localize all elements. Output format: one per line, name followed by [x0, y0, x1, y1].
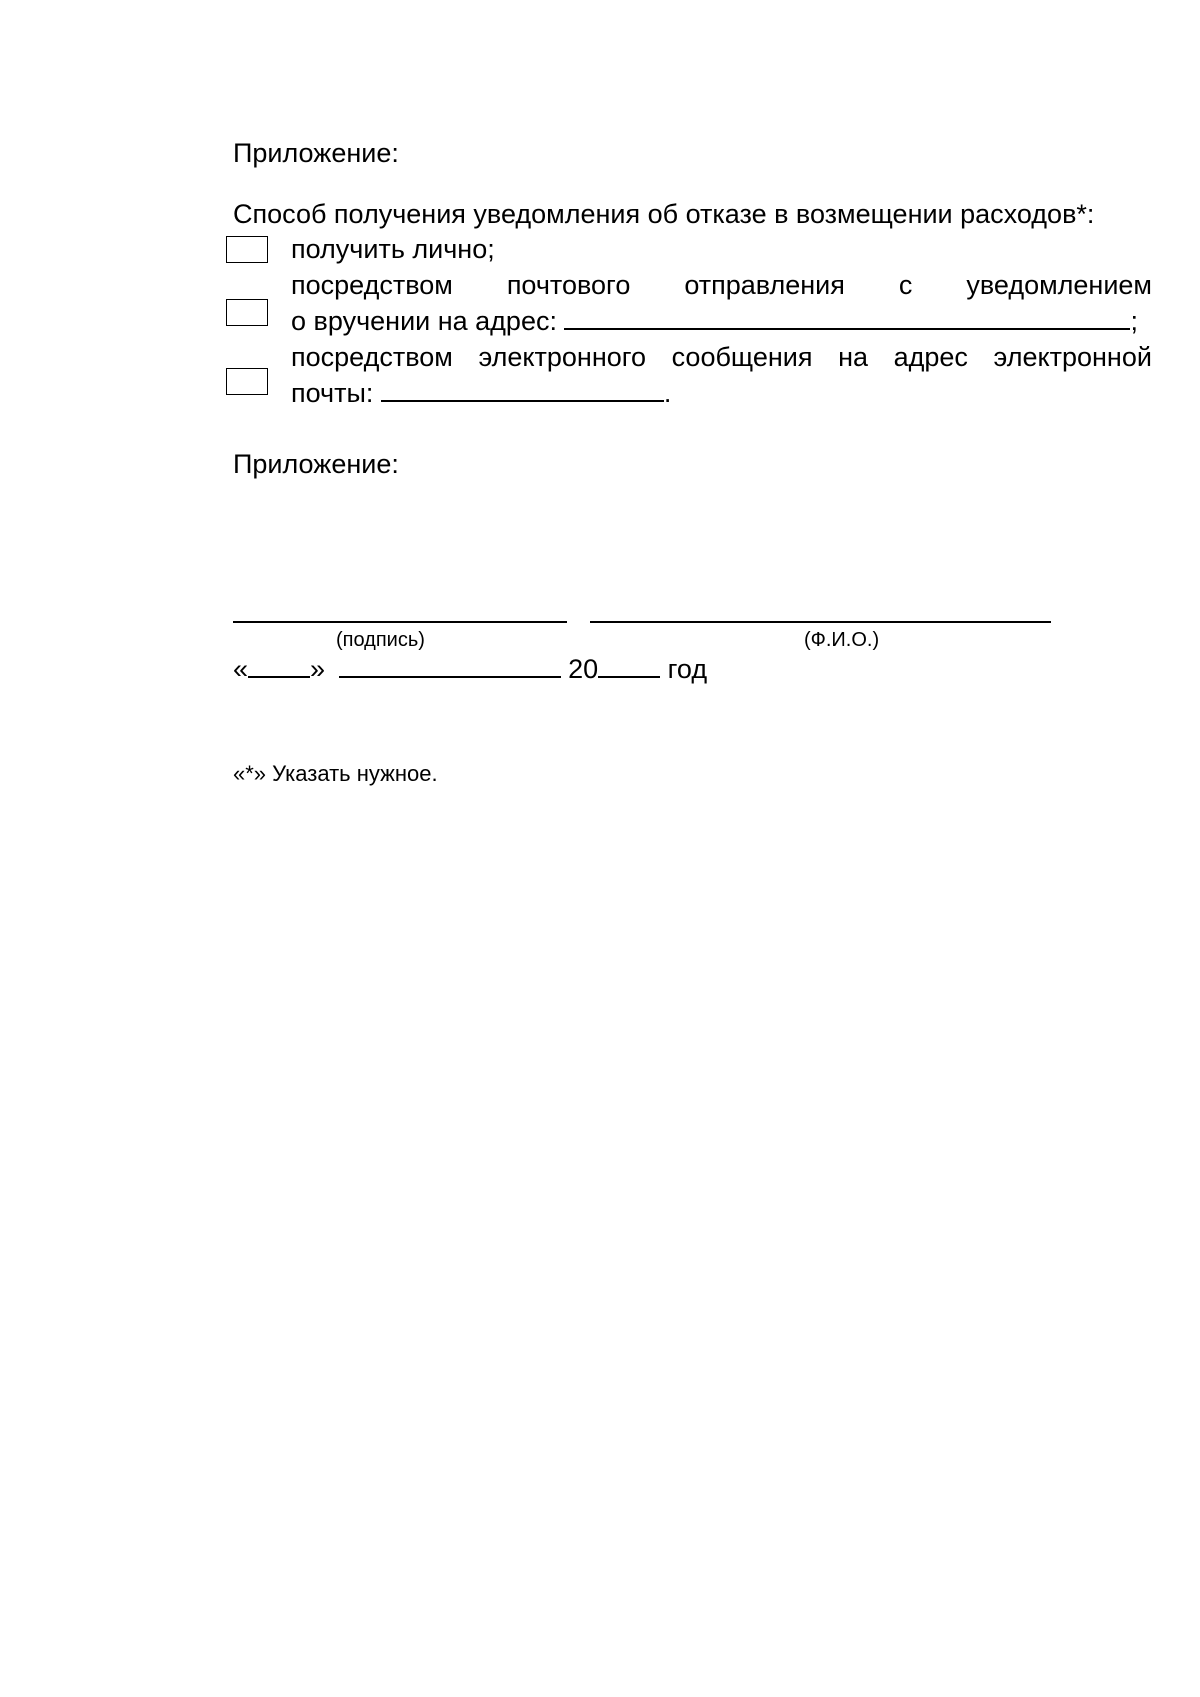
option-email-checkbox[interactable] — [226, 368, 268, 395]
footnote: «*» Указать нужное. — [233, 761, 438, 786]
option-mail-suffix: ; — [1130, 306, 1138, 336]
date-open-quote: « — [233, 654, 249, 684]
option-mail-word: почтового — [506, 270, 631, 300]
option-mail-word: отправления — [684, 270, 845, 300]
option-email-line2 — [291, 376, 671, 410]
date-century: 20 — [568, 654, 599, 684]
attachment-label-top: Приложение: — [233, 138, 399, 168]
option-email-word: электронного — [478, 342, 647, 372]
option-email-word: адрес — [893, 342, 968, 372]
fio-caption: (Ф.И.О.) — [804, 629, 880, 651]
option-mail-line1 — [291, 268, 1152, 302]
option-email-word: посредством — [291, 342, 453, 372]
email-address-field[interactable] — [381, 378, 664, 402]
option-mail-word: посредством — [291, 270, 453, 300]
option-mail-word: с — [898, 270, 913, 300]
year-field[interactable] — [598, 654, 660, 678]
date-year-word: год — [667, 654, 708, 684]
mail-address-field[interactable] — [564, 306, 1130, 330]
option-email-word: электронной — [993, 342, 1152, 372]
option-mail-word: уведомлением — [966, 270, 1152, 300]
option-email-word: на — [838, 342, 869, 372]
option-mail-checkbox[interactable] — [226, 299, 268, 326]
month-field[interactable] — [339, 654, 561, 678]
option-email-line1 — [291, 340, 1152, 374]
option-mail-line2 — [291, 304, 1138, 338]
day-field[interactable] — [248, 654, 310, 678]
option-mail-address-label: о вручении на адрес: — [291, 306, 557, 336]
delivery-method-heading: Способ получения уведомления об отказе в возмещении расходов*: — [233, 199, 1095, 229]
attachment-label-bottom: Приложение: — [233, 449, 399, 479]
signature-line[interactable] — [233, 621, 567, 623]
option-email-word: сообщения — [671, 342, 813, 372]
date-line — [233, 652, 707, 686]
option-email-address-label: почты: — [291, 378, 374, 408]
fio-line[interactable] — [590, 621, 1051, 623]
signature-caption: (подпись) — [336, 629, 425, 651]
option-personal-checkbox[interactable] — [226, 236, 268, 263]
option-personal-label: получить лично; — [291, 234, 495, 264]
date-close-quote: » — [310, 654, 326, 684]
option-email-suffix: . — [663, 378, 672, 408]
